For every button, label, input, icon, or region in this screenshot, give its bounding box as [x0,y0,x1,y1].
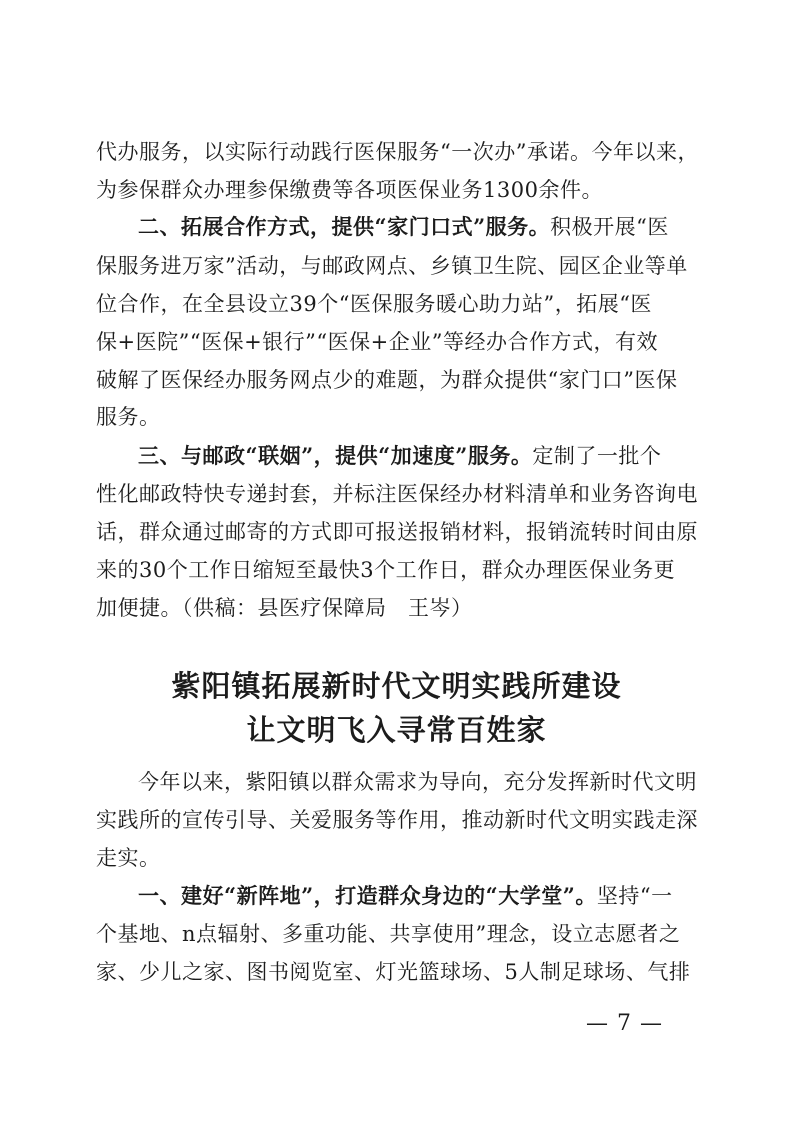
paragraph-2-line-5: 破解了医保经办服务网点少的难题，为群众提供“家门口”医保 [96,368,678,392]
paragraph-5-line-3: 家、少儿之家、图书阅览室、灯光篮球场、5人制足球场、气排 [96,960,691,984]
paragraph-3-line-3: 话，群众通过邮寄的方式即可报送报销材料，报销流转时间由原 [96,520,698,544]
paragraph-4-line-3: 走实。 [96,846,161,870]
paragraph-2-line-2: 保服务进万家”活动，与邮政网点、乡镇卫生院、园区企业等单 [96,254,688,278]
paragraph-4-line-2: 实践所的宣传引导、关爱服务等作用，推动新时代文明实践走深 [96,808,698,832]
paragraph-5-heading: 一、建好“新阵地”，打造群众身边的“大学堂”。 [138,883,597,908]
paragraph-3-line-4: 来的30个工作日缩短至最快3个工作日，群众办理医保业务更 [96,558,676,582]
paragraph-3-line-5: 加便捷。（供稿：县医疗保障局 王岑） [96,596,473,620]
paragraph-1-line-2: 为参保群众办理参保缴费等各项医保业务1300余件。 [96,178,603,202]
paragraph-2-line-3: 位合作，在全县设立39个“医保服务暖心助力站”，拓展“医 [96,292,652,316]
article-title-line-2: 让文明飞入寻常百姓家 [246,713,547,747]
paragraph-1-line-1: 代办服务，以实际行动践行医保服务“一次办”承诺。今年以来， [96,140,699,164]
paragraph-3-line-1-rest: 定制了一批个 [532,444,662,468]
paragraph-2-line-4: 保+医院”“医保+银行”“医保+企业”等经办合作方式，有效 [96,330,658,354]
paragraph-2-line-1-rest: 积极开展“医 [550,215,669,239]
paragraph-2-heading: 二、拓展合作方式，提供“家门口式”服务。 [138,214,551,239]
page-number: — 7 — [586,1011,663,1036]
paragraph-3-line-2: 性化邮政特快专递封套，并标注医保经办材料清单和业务咨询电 [96,482,698,506]
paragraph-3-line-1 [138,442,661,470]
paragraph-5-line-1 [138,882,673,910]
paragraph-4-line-1: 今年以来，紫阳镇以群众需求为导向，充分发挥新时代文明 [138,770,697,794]
article-title-line-1: 紫阳镇拓展新时代文明实践所建设 [171,669,622,703]
paragraph-2-line-1 [138,213,669,241]
paragraph-3-heading: 三、与邮政“联姻”，提供“加速度”服务。 [138,443,533,468]
paragraph-5-line-1-rest: 坚持“一 [596,884,673,908]
paragraph-2-line-6: 服务。 [96,405,161,429]
paragraph-5-line-2: 个基地、n点辐射、多重功能、共享使用”理念，设立志愿者之 [96,922,681,946]
